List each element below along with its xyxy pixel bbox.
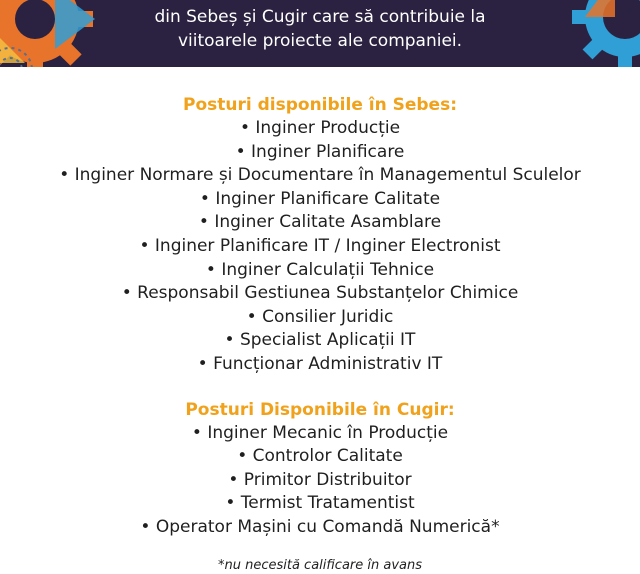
list-item: • Inginer Calculații Tehnice (205, 259, 435, 280)
list-item: • Inginer Normare și Documentare în Managementul Sculelor (59, 165, 581, 186)
list-item: • Inginer Planificare (235, 141, 405, 162)
list-item: • Specialist Aplicații IT (224, 330, 416, 351)
list-item: • Inginer Planificare Calitate (199, 188, 441, 209)
job-listings (0, 93, 640, 540)
header-banner (0, 0, 640, 67)
list-item: • Termist Tratamentist (225, 493, 415, 514)
footnote: *nu necesită calificare în avans (217, 558, 423, 573)
section-heading-cugir: Posturi Disponibile în Cugir: (185, 399, 455, 420)
list-item: • Controlor Calitate (237, 446, 403, 467)
section-heading-sebes: Posturi disponibile în Sebes: (182, 95, 458, 115)
list-item: • Responsabil Gestiunea Substanțelor Chimice (121, 283, 519, 304)
intro-line: din Sebeș și Cugir care să contribuie la (154, 7, 486, 27)
list-item: • Operator Mașini cu Comandă Numerică* (140, 516, 500, 537)
list-item: • Inginer Producție (239, 118, 401, 138)
intro-text (0, 0, 640, 53)
list-item: • Inginer Calitate Asamblare (198, 212, 442, 233)
list-item: • Funcționar Administrativ IT (197, 353, 443, 374)
list-item: • Consilier Juridic (246, 306, 394, 327)
list-item: • Inginer Planificare IT / Inginer Electronist (139, 235, 501, 256)
section-divider (0, 377, 640, 398)
list-item: • Primitor Distribuitor (228, 469, 412, 490)
list-item: • Inginer Mecanic în Producție (191, 422, 449, 443)
intro-line: viitoarele proiecte ale companiei. (177, 31, 463, 51)
